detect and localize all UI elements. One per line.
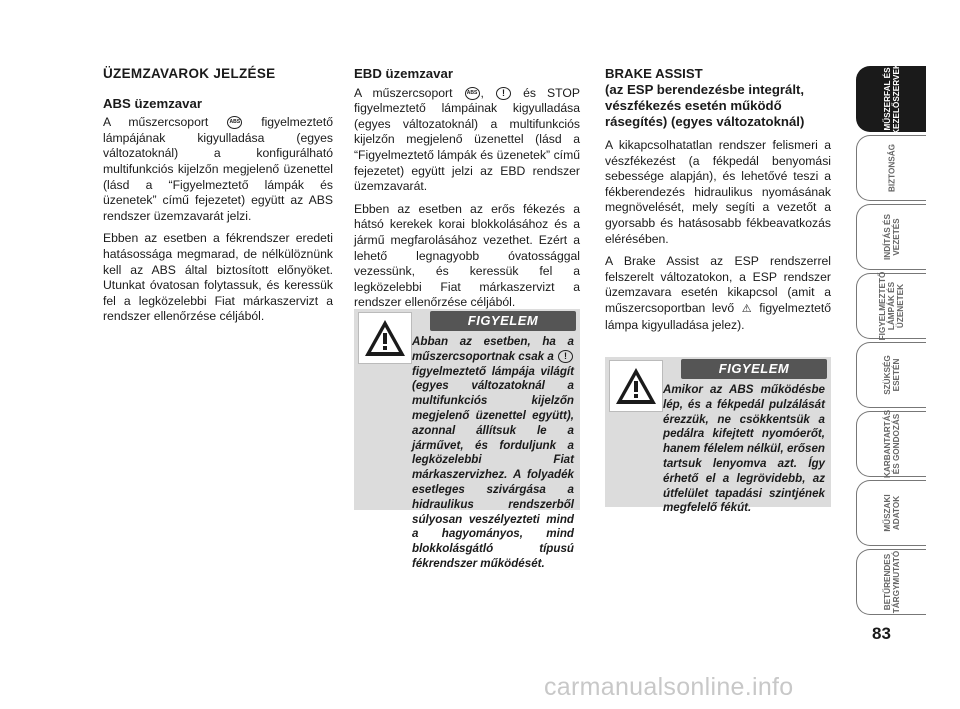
watermark: carmanualsonline.info [544, 673, 794, 701]
warning-label: FIGYELEM [681, 359, 827, 379]
brake-warning-icon: ! [558, 350, 573, 363]
abs-warning-icon: ABS [227, 116, 242, 129]
abs-paragraph-2: Ebben az esetben a fékrendszer eredeti hatásossága megmarad, de nélkülöznünk kell az ABS által biztosított előnyöket. Utunkat óvatosan folytassuk, és keressük fel a legközelebbi Fiat márkaszervizt a rendszer ellenőrzése céljából. [103, 231, 333, 324]
nav-tab-safety[interactable]: BIZTONSÁG [856, 135, 926, 201]
section-title: ÜZEMZAVAROK JELZÉSE [103, 66, 276, 81]
page-number: 83 [872, 624, 891, 643]
nav-tab-warning-lights[interactable]: FIGYELMEZTETŐ LÁMPÁK ÉS ÜZENETEK [856, 273, 926, 339]
brake-assist-paragraph-1: A kikapcsolhatatlan rendszer felismeri a vészfékezést (a fékpedál benyomási sebessége alapján), és lehetővé teszi a fékberendezés hidraulikus nyomásának megnövelését, mely segíti a vezetőt a gyorsabb és hatásosabb fékbeavatkozás elérésében. [605, 138, 831, 246]
brake-warning-icon: ! [496, 87, 511, 100]
esp-warning-icon: ⚠ [741, 302, 752, 315]
warning-text-1: Abban az esetben, ha a műszercsoportnak csak a ! figyelmeztető lámpája világít (egyes változatoknál a multifunkciós kijelzőn megjelenő üzenettel együtt), azonnal állítsuk le a járművet, és forduljunk a legközelebbi Fiat márkaszervizhez. A folyadék esetleges szivárgása a hidraulikus rendszerből súlyosan veszélyezteti mind a hagyományos, mind blokkolásgátló típusú fékrendszer működését. [412, 335, 574, 570]
brake-assist-paragraph-2: A Brake Assist az ESP rendszerrel felszerelt változatokon, a ESP rendszer üzemzavara esetén kikapcsol (amit a műszercsoportban levő ⚠ figyelmeztető lámpa kigyulladása jelez). [605, 254, 832, 332]
warning-box-2 [605, 357, 831, 515]
brake-assist-heading: BRAKE ASSIST (az ESP berendezésbe integrált, vészfékezés esetén működő rásegítés) (egyes változatoknál) [605, 66, 805, 129]
column-ebd [354, 66, 580, 318]
nav-tab-technical-data[interactable]: MŰSZAKI ADATOK [856, 480, 926, 546]
abs-paragraph-1: A műszercsoport ABS figyelmeztető lámpájának kigyulladása (egyes változatoknál) a konfigurálható multifunkciós kijelzőn megjelenő üzenettel (lásd a “Figyelmeztető lámpák és üzenetek” című fejezetet) együtt az ABS rendszer üzemzavarát jelzi. [103, 115, 333, 223]
column-abs [103, 66, 333, 332]
warning-box-1 [354, 309, 580, 570]
abs-heading: ABS üzemzavar [103, 95, 202, 111]
ebd-paragraph-1: A műszercsoport ABS , ! és STOP figyelmeztető lámpáinak kigyulladása (egyes változatoknál) a multifunkciós kijelzőn megjelenő üzenettel (lásd a “Figyelmeztető lámpák és üzenetek” című fejezetet) együtt jelzi az EBD rendszer üzemzavarát. [354, 85, 580, 194]
warning-label: FIGYELEM [430, 311, 576, 331]
warning-text-2: Amikor az ABS működésbe lép, és a fékpedál pulzálását érezzük, ne csökkentsük a pedálra kifejtett nyomóerőt, hanem félelem nélkül, erősen tartsuk lenyomva azt. Így érhető el a legrövidebb, az útfelület tapadási szintjének megfelelő fékút. [663, 383, 825, 515]
ebd-heading: EBD üzemzavar [354, 66, 453, 81]
nav-tab-dashboard[interactable]: MŰSZERFAL ÉS KEZELŐSZERVEK [856, 66, 926, 132]
column-brake-assist [605, 66, 831, 340]
ebd-paragraph-2: Ebben az esetben az erős fékezés a hátsó kerekek korai blokkolásához és a jármű megfarolásához vezethet. Ezért a lehető legnagyobb óvatossággal vezessünk, és keressük fel a legközelebbi Fiat márkaszervizt a rendszer ellenőrzése céljából. [354, 201, 580, 310]
nav-tab-starting-driving[interactable]: INDÍTÁS ÉS VEZETÉS [856, 204, 926, 270]
nav-tab-emergency[interactable]: SZÜKSÉG ESETÉN [856, 342, 926, 408]
nav-tab-maintenance[interactable]: KARBANTARTÁS ÉS GONDOZÁS [856, 411, 926, 477]
abs-warning-icon: ABS [465, 87, 480, 100]
nav-tab-index[interactable]: BETŰRENDES TÁRGYMUTATÓ [856, 549, 926, 615]
